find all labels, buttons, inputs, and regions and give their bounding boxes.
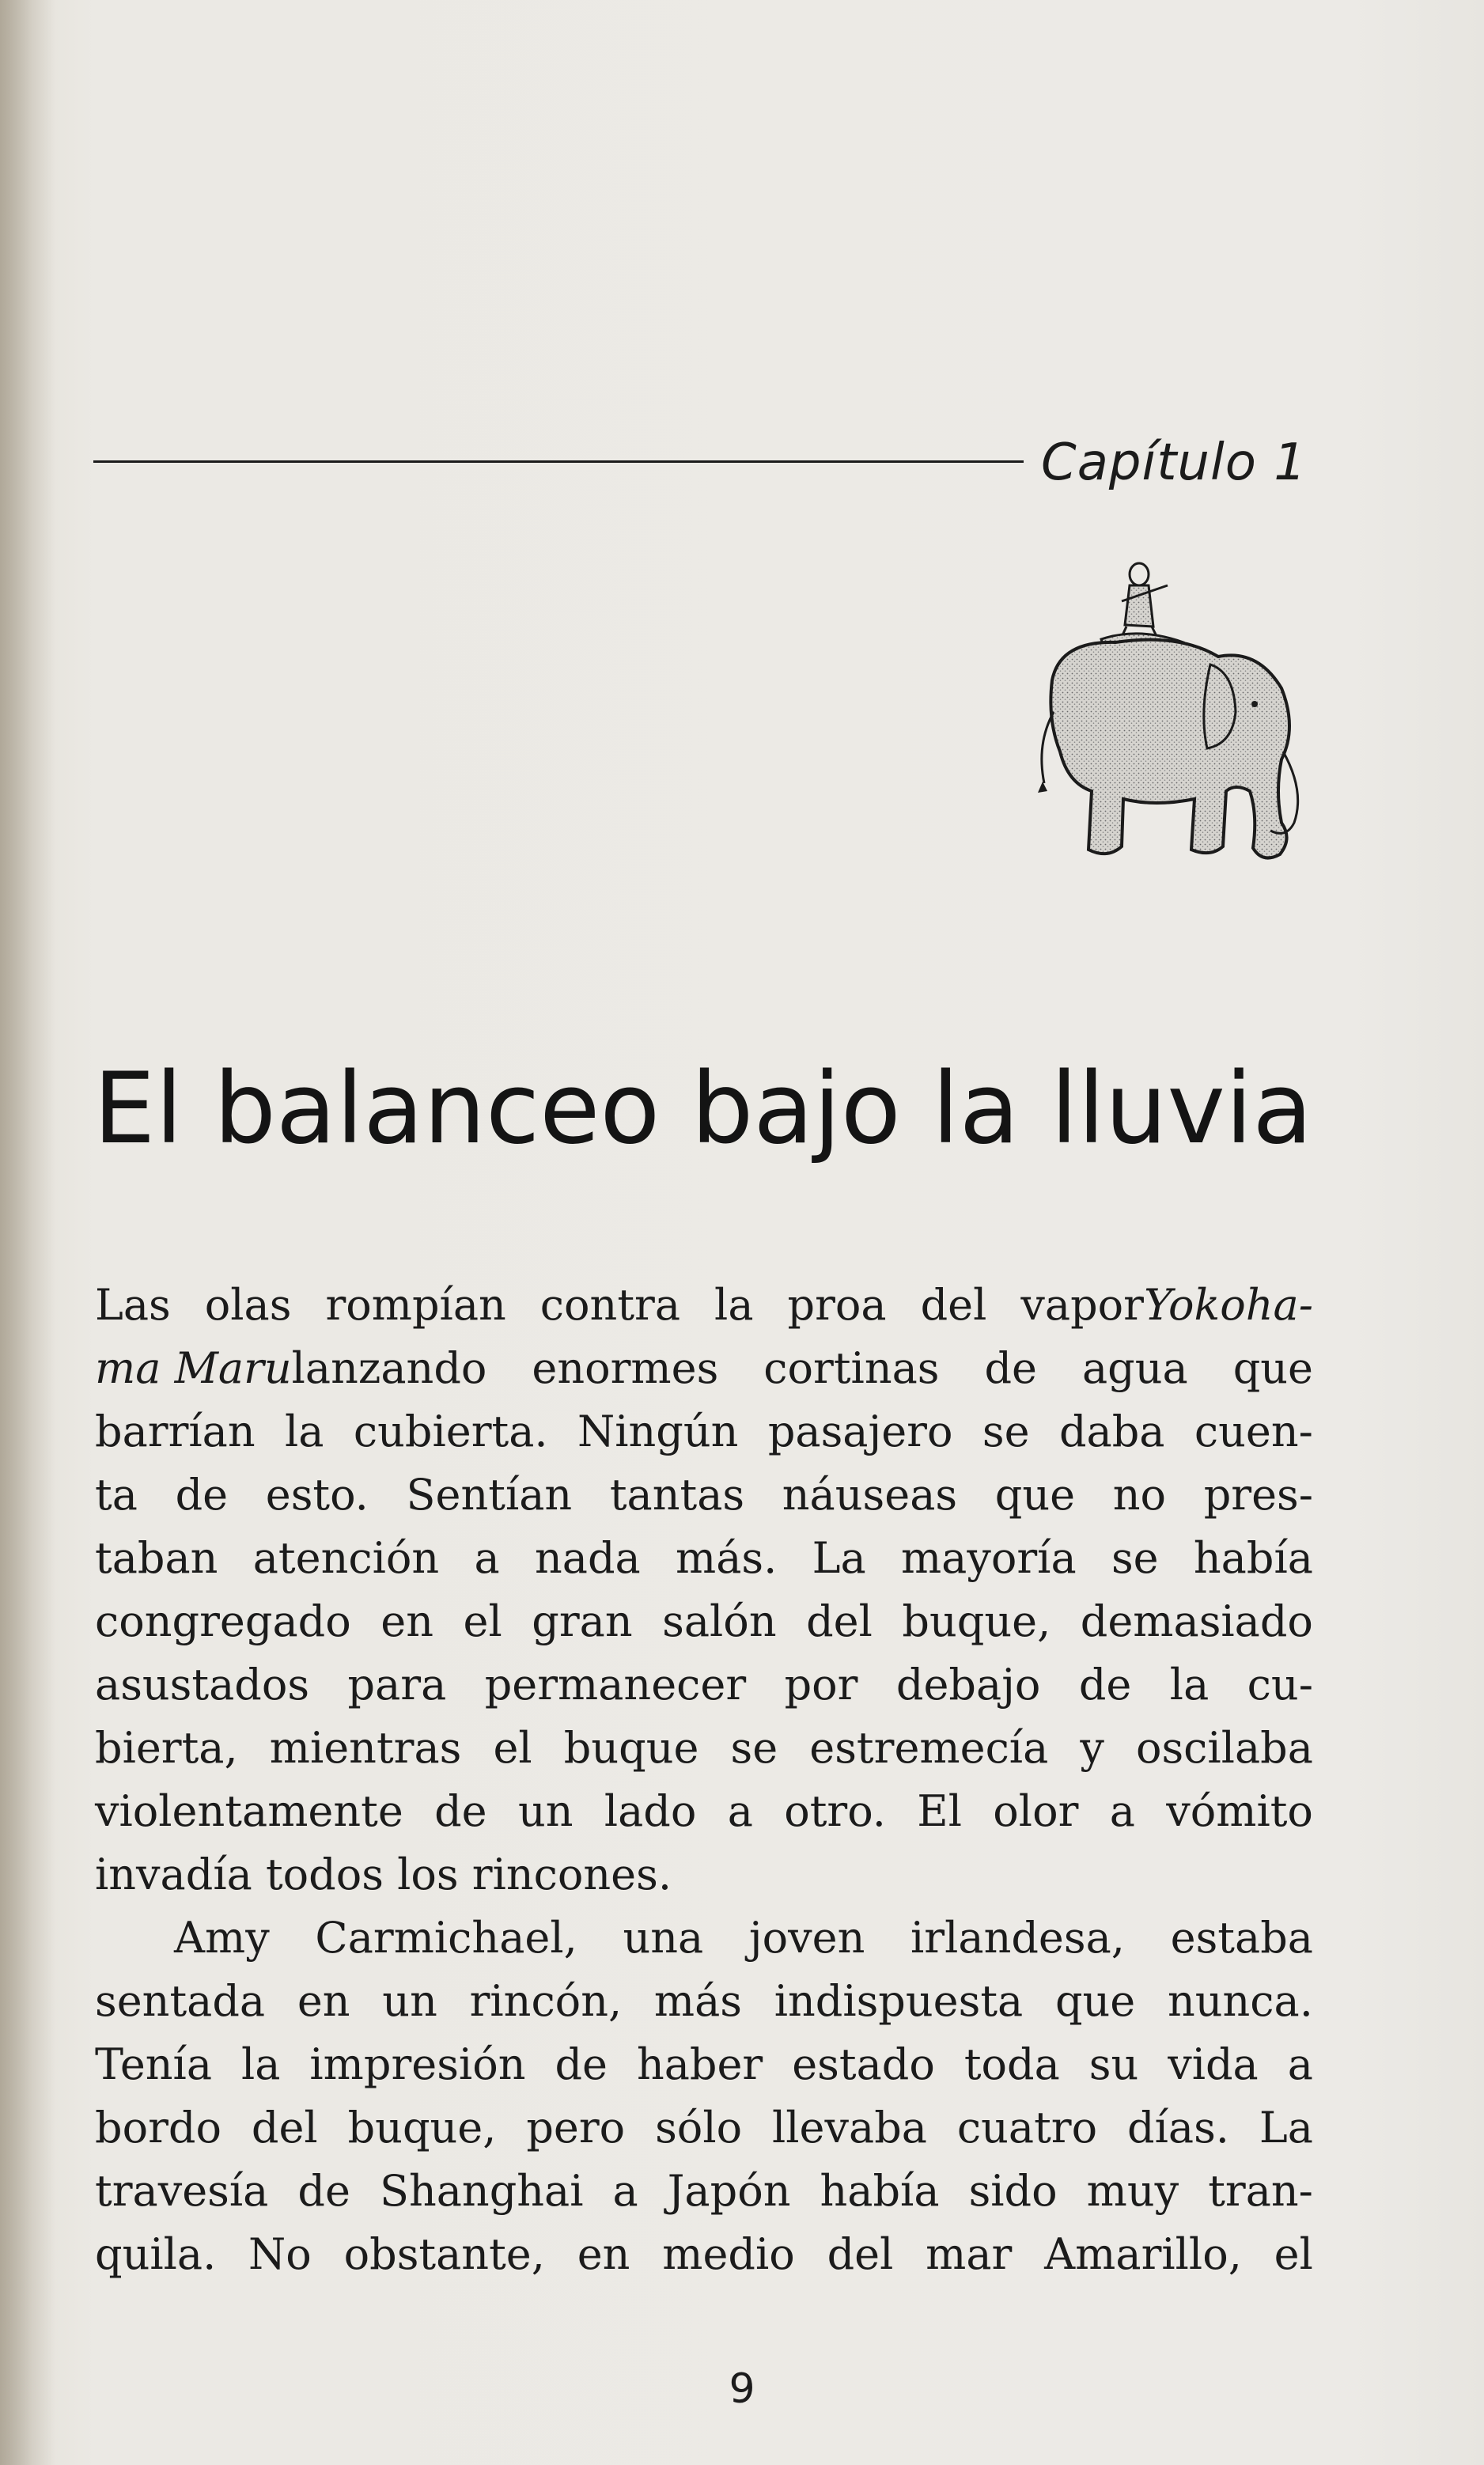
word: tran- <box>1208 2166 1313 2216</box>
word: tantas <box>609 1470 745 1520</box>
word: violentamente <box>95 1786 403 1836</box>
word: a <box>727 1786 753 1836</box>
word: cubierta. <box>353 1407 548 1456</box>
word: se <box>982 1407 1030 1456</box>
word: en <box>297 1976 350 2026</box>
word: del <box>251 2103 318 2153</box>
word: buque, <box>902 1596 1051 1646</box>
word: Sentían <box>406 1470 573 1520</box>
word: cuatro <box>956 2103 1098 2153</box>
word: la <box>1169 1660 1210 1710</box>
word: salón <box>662 1596 777 1646</box>
word: y <box>1080 1723 1104 1773</box>
text-line <box>95 1527 1313 1590</box>
word: náuseas <box>782 1470 958 1520</box>
word: Ningún <box>577 1407 739 1456</box>
word: lado <box>604 1786 697 1836</box>
word: agua <box>1081 1343 1188 1393</box>
word: del <box>827 2229 894 2279</box>
word: de <box>297 2166 350 2216</box>
word: rincón, <box>469 1976 623 2026</box>
chapter-rule <box>93 460 1024 463</box>
word: proa <box>787 1280 887 1330</box>
word: vómito <box>1166 1786 1313 1836</box>
word: de <box>555 2039 608 2089</box>
word: olas <box>204 1280 292 1330</box>
word: que <box>1232 1343 1313 1393</box>
word: travesía <box>95 2166 269 2216</box>
word: impresión <box>309 2039 526 2089</box>
word: lanzando <box>291 1343 487 1393</box>
word: la <box>714 1280 754 1330</box>
word: demasiado <box>1080 1596 1313 1646</box>
word: Amy <box>174 1913 270 1963</box>
word: joven <box>748 1913 865 1963</box>
word: barrían <box>95 1407 256 1456</box>
text-line <box>95 1590 1313 1653</box>
text-line-content <box>95 1274 1144 1337</box>
word: cuen- <box>1194 1407 1313 1456</box>
word: un <box>382 1976 437 2026</box>
text-line <box>95 1274 1313 1337</box>
word: mientras <box>269 1723 462 1773</box>
word: el <box>1274 2229 1313 2279</box>
word: sólo <box>655 2103 743 2153</box>
chapter-title: El balanceo bajo la lluvia <box>93 1052 1313 1166</box>
word: había <box>1193 1533 1313 1583</box>
text-line <box>95 1970 1313 2033</box>
word: buque, <box>347 2103 497 2153</box>
word: mar <box>926 2229 1013 2279</box>
word: más <box>653 1976 742 2026</box>
italic-ship-name: ma Maru <box>95 1343 292 1393</box>
word: gran <box>532 1596 633 1646</box>
word: a <box>474 1533 500 1583</box>
word: se <box>1111 1533 1159 1583</box>
elephant-with-rider-icon <box>1028 554 1313 870</box>
word: oscilaba <box>1135 1723 1313 1773</box>
text-line <box>95 1906 1313 1970</box>
page-number: 9 <box>729 2365 755 2413</box>
word: ta <box>95 1470 138 1520</box>
word: asustados <box>95 1660 310 1710</box>
italic-ship-name: Yokoha- <box>1144 1280 1313 1330</box>
text-line-content <box>95 2033 1313 2096</box>
word: No <box>248 2229 312 2279</box>
body-text <box>95 1274 1313 2286</box>
text-line-content <box>95 2223 1313 2286</box>
word: Tenía <box>95 2039 213 2089</box>
word: El <box>917 1786 962 1836</box>
word: el <box>463 1596 502 1646</box>
word: enormes <box>532 1343 719 1393</box>
word: Japón <box>667 2166 791 2216</box>
text-line-content <box>95 2160 1313 2223</box>
text-line-content <box>95 2096 1313 2160</box>
text-line <box>95 1780 1313 1843</box>
word: que <box>1054 1976 1136 2026</box>
word: bierta, <box>95 1723 238 1773</box>
word: medio <box>662 2229 795 2279</box>
word: que <box>994 1470 1076 1520</box>
text-line-content <box>95 1400 1313 1463</box>
word: pres- <box>1203 1470 1313 1520</box>
text-line <box>95 2223 1313 2286</box>
word: para <box>347 1660 447 1710</box>
word: a <box>612 2166 638 2216</box>
word: una <box>623 1913 704 1963</box>
word: la <box>285 1407 324 1456</box>
word: otro. <box>784 1786 886 1836</box>
word: mayoría <box>900 1533 1077 1583</box>
word: su <box>1088 2039 1139 2089</box>
text-line-content <box>95 1463 1313 1527</box>
word: Carmichael, <box>315 1913 577 1963</box>
text-line <box>95 1717 1313 1780</box>
word: nada <box>534 1533 641 1583</box>
word: del <box>920 1280 987 1330</box>
text-line <box>95 2096 1313 2160</box>
word: se <box>730 1723 778 1773</box>
word: de <box>984 1343 1038 1393</box>
word: en <box>577 2229 630 2279</box>
word: el <box>493 1723 532 1773</box>
word: toda <box>963 2039 1060 2089</box>
word: de <box>434 1786 487 1836</box>
word: Shanghai <box>379 2166 584 2216</box>
word: La <box>1259 2103 1313 2153</box>
word: vapor <box>1020 1280 1144 1330</box>
word: indispuesta <box>774 1976 1024 2026</box>
word: bordo <box>95 2103 221 2153</box>
word: más. <box>676 1533 778 1583</box>
text-line-content <box>95 1527 1313 1590</box>
word: la <box>240 2039 281 2089</box>
word: sido <box>968 2166 1058 2216</box>
word: buque <box>563 1723 699 1773</box>
word: un <box>517 1786 574 1836</box>
word: del <box>806 1596 873 1646</box>
word: en <box>380 1596 433 1646</box>
word: pero <box>526 2103 626 2153</box>
text-line-content <box>95 1780 1313 1843</box>
word: esto. <box>265 1470 369 1520</box>
word: no <box>1112 1470 1167 1520</box>
text-line-content <box>95 1970 1313 2033</box>
word: irlandesa, <box>910 1913 1125 1963</box>
spine-shadow <box>0 0 55 2465</box>
word: Las <box>95 1280 171 1330</box>
word: cu- <box>1247 1660 1313 1710</box>
word: taban <box>95 1533 218 1583</box>
text-line-content <box>95 1653 1313 1717</box>
word: permanecer <box>484 1660 747 1710</box>
word: llevaba <box>772 2103 927 2153</box>
text-line <box>95 2160 1313 2223</box>
word: pasajero <box>767 1407 953 1456</box>
word: atención <box>252 1533 440 1583</box>
word: contra <box>539 1280 681 1330</box>
word: rompían <box>325 1280 506 1330</box>
word: estaba <box>1170 1913 1313 1963</box>
text-line-content <box>292 1337 1313 1400</box>
chapter-label: Capítulo 1 <box>1041 434 1307 492</box>
word: a <box>1287 2039 1313 2089</box>
word: sentada <box>95 1976 266 2026</box>
word: de <box>175 1470 229 1520</box>
word: quila. <box>95 2229 217 2279</box>
text-line-content <box>174 1906 1313 1970</box>
text-line-content <box>95 1590 1313 1653</box>
word: había <box>820 2166 940 2216</box>
word: por <box>784 1660 858 1710</box>
word: debajo <box>895 1660 1041 1710</box>
text-line-content <box>95 1717 1313 1780</box>
text-line <box>95 2033 1313 2096</box>
word: estremecía <box>809 1723 1049 1773</box>
word: nunca. <box>1167 1976 1313 2026</box>
word: días. <box>1127 2103 1229 2153</box>
word: a <box>1109 1786 1135 1836</box>
text-line-content: invadía todos los rincones. <box>95 1850 672 1899</box>
word: muy <box>1086 2166 1179 2216</box>
text-line <box>95 1463 1313 1527</box>
word: olor <box>993 1786 1079 1836</box>
word: daba <box>1058 1407 1165 1456</box>
word: congregado <box>95 1596 351 1646</box>
word: cortinas <box>763 1343 940 1393</box>
word: Amarillo, <box>1044 2229 1242 2279</box>
word: estado <box>792 2039 935 2089</box>
word: obstante, <box>343 2229 545 2279</box>
text-line <box>95 1653 1313 1717</box>
word: haber <box>636 2039 763 2089</box>
text-line <box>95 1337 1313 1400</box>
text-line <box>95 1843 1313 1906</box>
text-line <box>95 1400 1313 1463</box>
word: vida <box>1168 2039 1259 2089</box>
word: de <box>1078 1660 1132 1710</box>
word: La <box>812 1533 866 1583</box>
